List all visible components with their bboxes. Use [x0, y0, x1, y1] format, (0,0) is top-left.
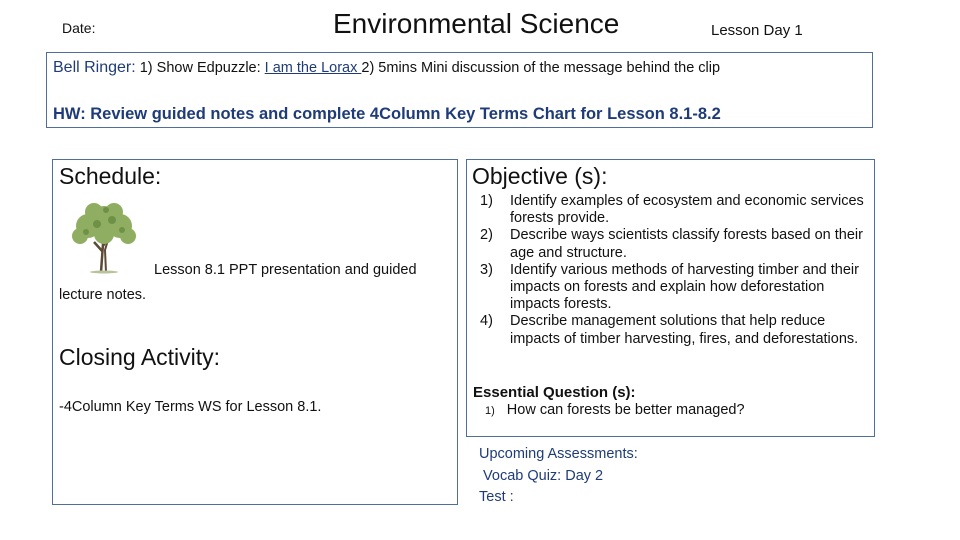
objective-list: [480, 193, 870, 348]
bell-ringer-part2: 2) 5mins Mini discussion of the message behind the clip: [361, 60, 721, 76]
bell-ringer-line: [53, 59, 720, 77]
upcoming-assessments: [479, 444, 638, 509]
objective-heading: Objective (s):: [472, 163, 608, 189]
essential-question-text: How can forests be better managed?: [506, 402, 745, 418]
lesson-day-label: Lesson Day 1: [711, 22, 803, 39]
objective-item: 4) Describe management solutions that help reduce impacts of timber harvesting, fires, and deforestations.: [480, 313, 859, 347]
upcoming-heading: Upcoming Assessments:: [479, 446, 638, 462]
essential-question-item: [485, 402, 745, 418]
lorax-link[interactable]: I am the Lorax: [264, 60, 362, 76]
closing-activity-text: -4Column Key Terms WS for Lesson 8.1.: [59, 399, 322, 415]
upcoming-quiz: Vocab Quiz: Day 2: [479, 467, 604, 484]
schedule-heading: Schedule:: [59, 163, 162, 189]
essential-question-number: 1): [485, 405, 495, 417]
bell-ringer-part1: 1) Show Edpuzzle:: [135, 60, 265, 76]
page-title: Environmental Science: [333, 8, 620, 39]
closing-activity-heading: Closing Activity:: [59, 344, 221, 370]
essential-question-heading: Essential Question (s):: [473, 384, 636, 401]
objective-item: 2) Describe ways scientists classify forests based on their age and structure.: [480, 227, 863, 261]
schedule-text: Lesson 8.1 PPT presentation and guided lecture notes.: [59, 262, 417, 303]
date-label: Date:: [62, 20, 96, 36]
objective-item: 1) Identify examples of ecosystem and economic services forests provide.: [480, 193, 864, 227]
upcoming-test: Test :: [479, 489, 514, 505]
bell-ringer-label: Bell Ringer:: [53, 59, 136, 76]
homework-text: HW: Review guided notes and complete 4Column Key Terms Chart for Lesson 8.1-8.2: [53, 105, 721, 123]
objective-item: 3) Identify various methods of harvesting timber and their impacts on forests and explain how deforestation impacts forests.: [480, 261, 859, 313]
